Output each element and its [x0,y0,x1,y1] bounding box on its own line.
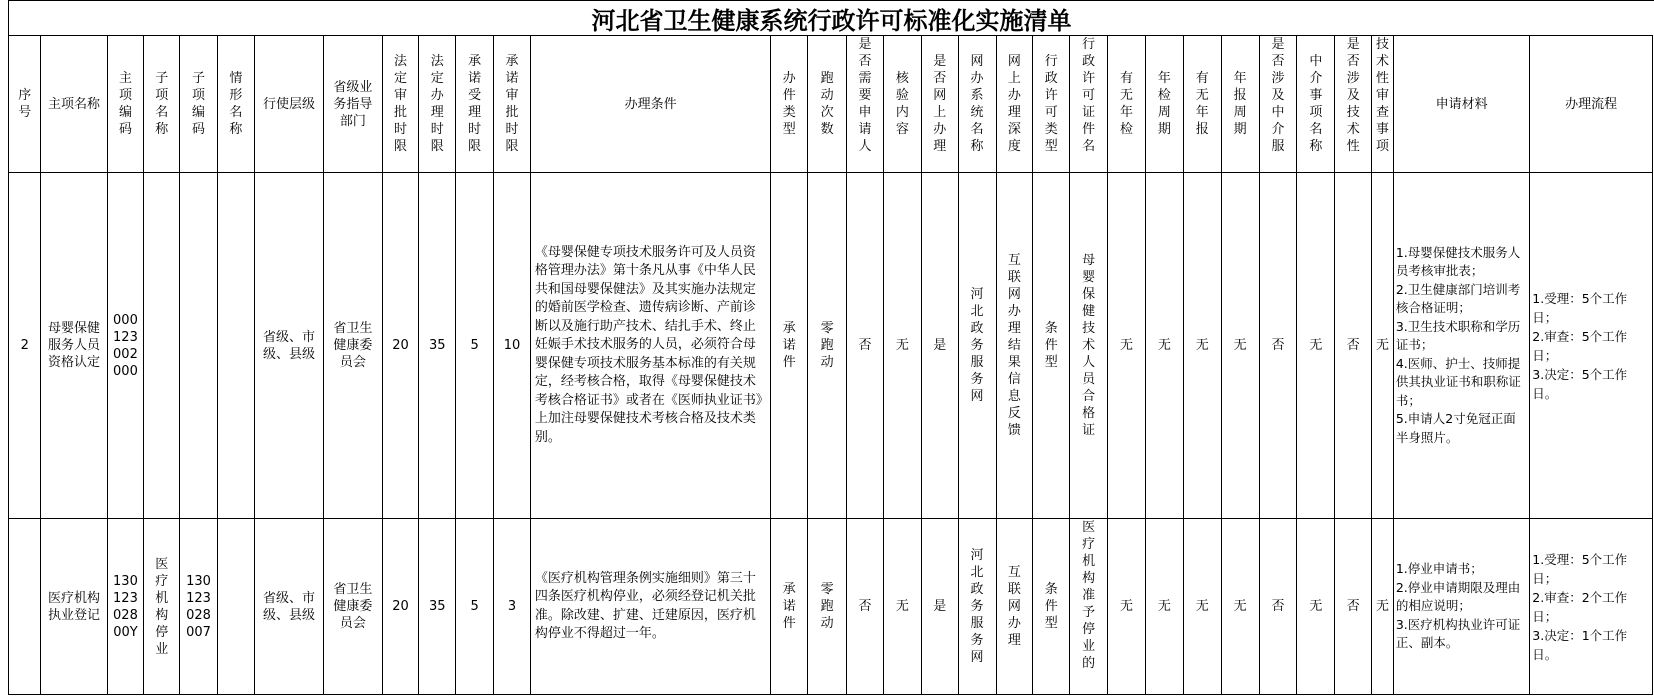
table-row [9,519,1653,695]
permit-table [8,35,1653,695]
header-cell: 办理流程 [1530,36,1653,173]
table-cell: 无 [1372,173,1394,519]
table-cell: 医疗机构执业登记 [41,519,107,695]
table-cell: 35 [419,173,456,519]
table-cell: 无 [1221,173,1259,519]
table-cell: 省卫生健康委员会 [324,173,382,519]
table-cell: 无 [1183,173,1221,519]
table-cell: 2 [9,173,41,519]
header-cell: 网上办理深度 [996,36,1033,173]
table-cell: 3 [494,519,531,695]
table-cell: 条件型 [1033,519,1070,695]
table-cell-materials: 1.母婴保健技术服务人员考核审批表； 2.卫生健康部门培训考核合格证明； 3.卫生技术职称和学历证书； 4.医师、护士、技师提供其执业证书和职称证书； 5.申请人2寸免冠正面半身照片。 [1393,173,1529,519]
table-cell: 医疗机构准予停业的 [1070,519,1108,695]
header-cell: 跑动次数 [808,36,847,173]
header-cell: 是否需要申请人 [847,36,884,173]
table-cell: 无 [1221,519,1259,695]
table-cell: 10 [494,173,531,519]
table-cell [9,519,41,695]
table-cell: 河北政务服务网 [958,173,996,519]
table-cell: 000123002000 [107,173,144,519]
table-cell [180,173,218,519]
header-row [9,36,1653,173]
table-cell: 20 [382,173,419,519]
table-cell: 母婴保健服务人员资格认定 [41,173,107,519]
table-cell: 无 [1108,173,1146,519]
table-cell-conditions: 《医疗机构管理条例实施细则》第三十四条医疗机构停业，必须经登记机关批准。除改建、扩建、迁建原因，医疗机构停业不得超过一年。 [530,519,770,695]
table-cell: 35 [419,519,456,695]
table-cell: 无 [1145,519,1183,695]
table-cell: 无 [1297,173,1335,519]
header-cell: 办理条件 [530,36,770,173]
header-cell: 主项名称 [41,36,107,173]
table-cell: 否 [1259,519,1297,695]
table-cell: 5 [456,519,494,695]
table-cell-materials: 1.停业申请书； 2.停业申请期限及理由的相应说明； 3.医疗机构执业许可证正、副本。 [1393,519,1529,695]
table-cell [217,173,254,519]
header-cell: 行使层级 [254,36,323,173]
header-cell: 年检周期 [1145,36,1183,173]
table-cell: 无 [1183,519,1221,695]
header-cell: 行政许可类型 [1033,36,1070,173]
header-cell: 情形名称 [217,36,254,173]
table-cell-conditions: 《母婴保健专项技术服务许可及人员资格管理办法》第十条凡从事《中华人民共和国母婴保健法》及其实施办法规定的婚前医学检查、遗传病诊断、产前诊断以及施行助产技术、结扎手术、终止妊娠手术技术服务的人员，必须符合母婴保健专项技术服务基本标准的有关规定，经考核合格，取得《母婴保健技术考核合格证书》或者在《医师执业证书》上加注母婴保健技术考核合格及技术类别。 [530,173,770,519]
header-cell: 是否涉及中介服 [1259,36,1297,173]
table-cell: 13012302800Y [107,519,144,695]
table-cell: 5 [456,173,494,519]
table-cell: 是 [921,173,958,519]
table-cell: 母婴保健技术人员合格证 [1070,173,1108,519]
header-cell: 中介事项名称 [1297,36,1335,173]
table-cell: 20 [382,519,419,695]
header-cell: 序号 [9,36,41,173]
header-cell: 子项名称 [144,36,180,173]
table-cell: 无 [1145,173,1183,519]
table-cell: 省级、市级、县级 [254,519,323,695]
header-cell: 省级业务指导部门 [324,36,382,173]
table-cell: 河北政务服务网 [958,519,996,695]
header-cell: 子项编码 [180,36,218,173]
table-cell-process: 1.受理：5个工作日； 2.审查：2个工作日； 3.决定：1个工作日。 [1530,519,1653,695]
table-cell: 承诺件 [771,519,808,695]
header-cell: 有无年报 [1183,36,1221,173]
table-cell: 无 [883,173,921,519]
table-cell: 是 [921,519,958,695]
header-cell: 有无年检 [1108,36,1146,173]
header-cell: 承诺受理时限 [456,36,494,173]
header-cell: 承诺审批时限 [494,36,531,173]
header-cell: 主项编码 [107,36,144,173]
table-cell: 否 [847,519,884,695]
table-cell: 否 [847,173,884,519]
table-cell: 承诺件 [771,173,808,519]
table-cell [217,519,254,695]
table-cell: 130123028007 [180,519,218,695]
table-cell: 无 [1108,519,1146,695]
header-cell: 是否网上办理 [921,36,958,173]
header-cell: 是否涉及技术性 [1335,36,1372,173]
header-cell: 技术性审查事项 [1372,36,1394,173]
header-cell: 年报周期 [1221,36,1259,173]
table-cell: 否 [1335,173,1372,519]
table-cell: 无 [1372,519,1394,695]
header-cell: 申请材料 [1393,36,1529,173]
table-cell: 互联网办理 [996,519,1033,695]
table-cell: 省卫生健康委员会 [324,519,382,695]
table-cell: 省级、市级、县级 [254,173,323,519]
table-cell: 条件型 [1033,173,1070,519]
header-cell: 法定办理时限 [419,36,456,173]
table-cell: 否 [1335,519,1372,695]
table-cell: 零跑动 [808,519,847,695]
table-cell-process: 1.受理：5个工作日； 2.审查：5个工作日； 3.决定：5个工作日。 [1530,173,1653,519]
table-cell: 互联网办理结果信息反馈 [996,173,1033,519]
table-cell [144,173,180,519]
table-cell: 否 [1259,173,1297,519]
table-cell: 无 [883,519,921,695]
header-cell: 办件类型 [771,36,808,173]
table-cell: 医疗机构停业 [144,519,180,695]
table-row [9,173,1653,519]
table-cell: 无 [1297,519,1335,695]
table-cell: 零跑动 [808,173,847,519]
sheet-title: 河北省卫生健康系统行政许可标准化实施清单 [8,0,1654,36]
header-cell: 法定审批时限 [382,36,419,173]
header-cell: 网办系统名称 [958,36,996,173]
header-cell: 核验内容 [883,36,921,173]
header-cell: 行政许可证件名 [1070,36,1108,173]
